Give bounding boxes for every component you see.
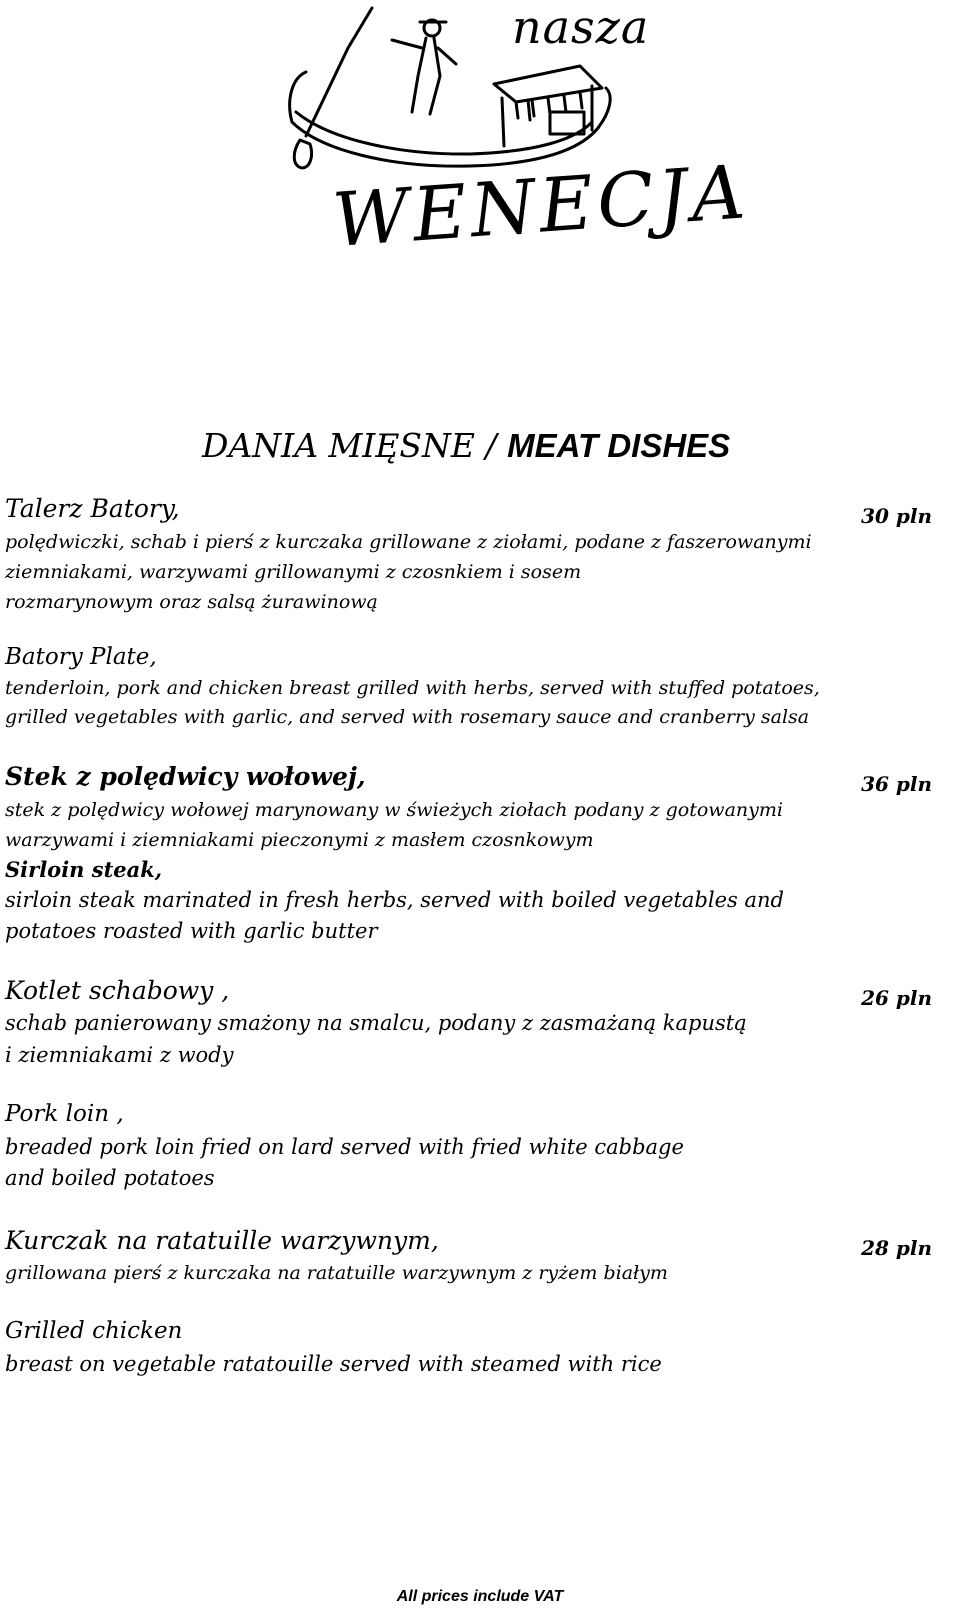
dish-title-en: Pork loin , — [5, 1101, 124, 1127]
heading-english: MEAT DISHES — [507, 427, 731, 464]
dish-title-pl: Kurczak na ratatuille warzywnym, — [5, 1226, 439, 1255]
dish-title-pl: Talerz Batory, — [5, 494, 180, 523]
dish-price: 30 pln — [861, 504, 932, 528]
dish-price: 26 pln — [861, 986, 932, 1010]
dish-desc-en: breast on vegetable ratatouille served with steamed with rice — [5, 1352, 662, 1376]
logo-main-word: WENECJA — [330, 149, 752, 264]
dish-title-pl: Kotlet schabowy , — [5, 976, 230, 1005]
dish-desc-pl: schab panierowany smażony na smalcu, podany z zasmażaną kapustą — [5, 1011, 747, 1035]
dish-desc-en: breaded pork loin fried on lard served with fried white cabbage — [5, 1135, 684, 1159]
dish-title-en: Batory Plate, — [5, 644, 157, 670]
restaurant-logo — [280, 0, 752, 270]
dish-desc-pl: rozmarynowym oraz salsą żurawinową — [5, 591, 378, 613]
dish-desc-pl: polędwiczki, schab i pierś z kurczaka grillowane z ziołami, podane z faszerowanymi — [5, 531, 812, 553]
dish-desc-en: potatoes roasted with garlic butter — [5, 919, 378, 943]
dish-desc-en: sirloin steak marinated in fresh herbs, served with boiled vegetables and — [5, 888, 784, 912]
dish-desc-pl: grillowana pierś z kurczaka na ratatuille warzywnym z ryżem białym — [5, 1262, 668, 1284]
dish-price: 36 pln — [861, 772, 932, 796]
logo-top-word: nasza — [512, 0, 650, 54]
dish-price: 28 pln — [861, 1236, 932, 1260]
dish-title-en: Grilled chicken — [5, 1318, 183, 1344]
dish-desc-en: grilled vegetables with garlic, and served with rosemary sauce and cranberry salsa — [5, 706, 810, 728]
dish-desc-pl: i ziemniakami z wody — [5, 1043, 234, 1067]
section-heading — [202, 426, 730, 465]
dish-desc-en: and boiled potatoes — [5, 1166, 215, 1190]
vat-note: All prices include VAT — [396, 1588, 564, 1605]
dish-desc-pl: warzywami i ziemniakami pieczonymi z masłem czosnkowym — [5, 829, 594, 851]
dish-desc-en: tenderloin, pork and chicken breast grilled with herbs, served with stuffed potatoes, — [5, 677, 820, 699]
dish-title-pl: Stek z polędwicy wołowej, — [5, 762, 366, 791]
dish-title-en: Sirloin steak, — [5, 857, 163, 882]
heading-polish: DANIA MIĘSNE / — [202, 426, 508, 465]
dish-desc-pl: stek z polędwicy wołowej marynowany w świeżych ziołach podany z gotowanymi — [5, 799, 783, 821]
dish-desc-pl: ziemniakami, warzywami grillowanymi z czosnkiem i sosem — [5, 561, 582, 583]
